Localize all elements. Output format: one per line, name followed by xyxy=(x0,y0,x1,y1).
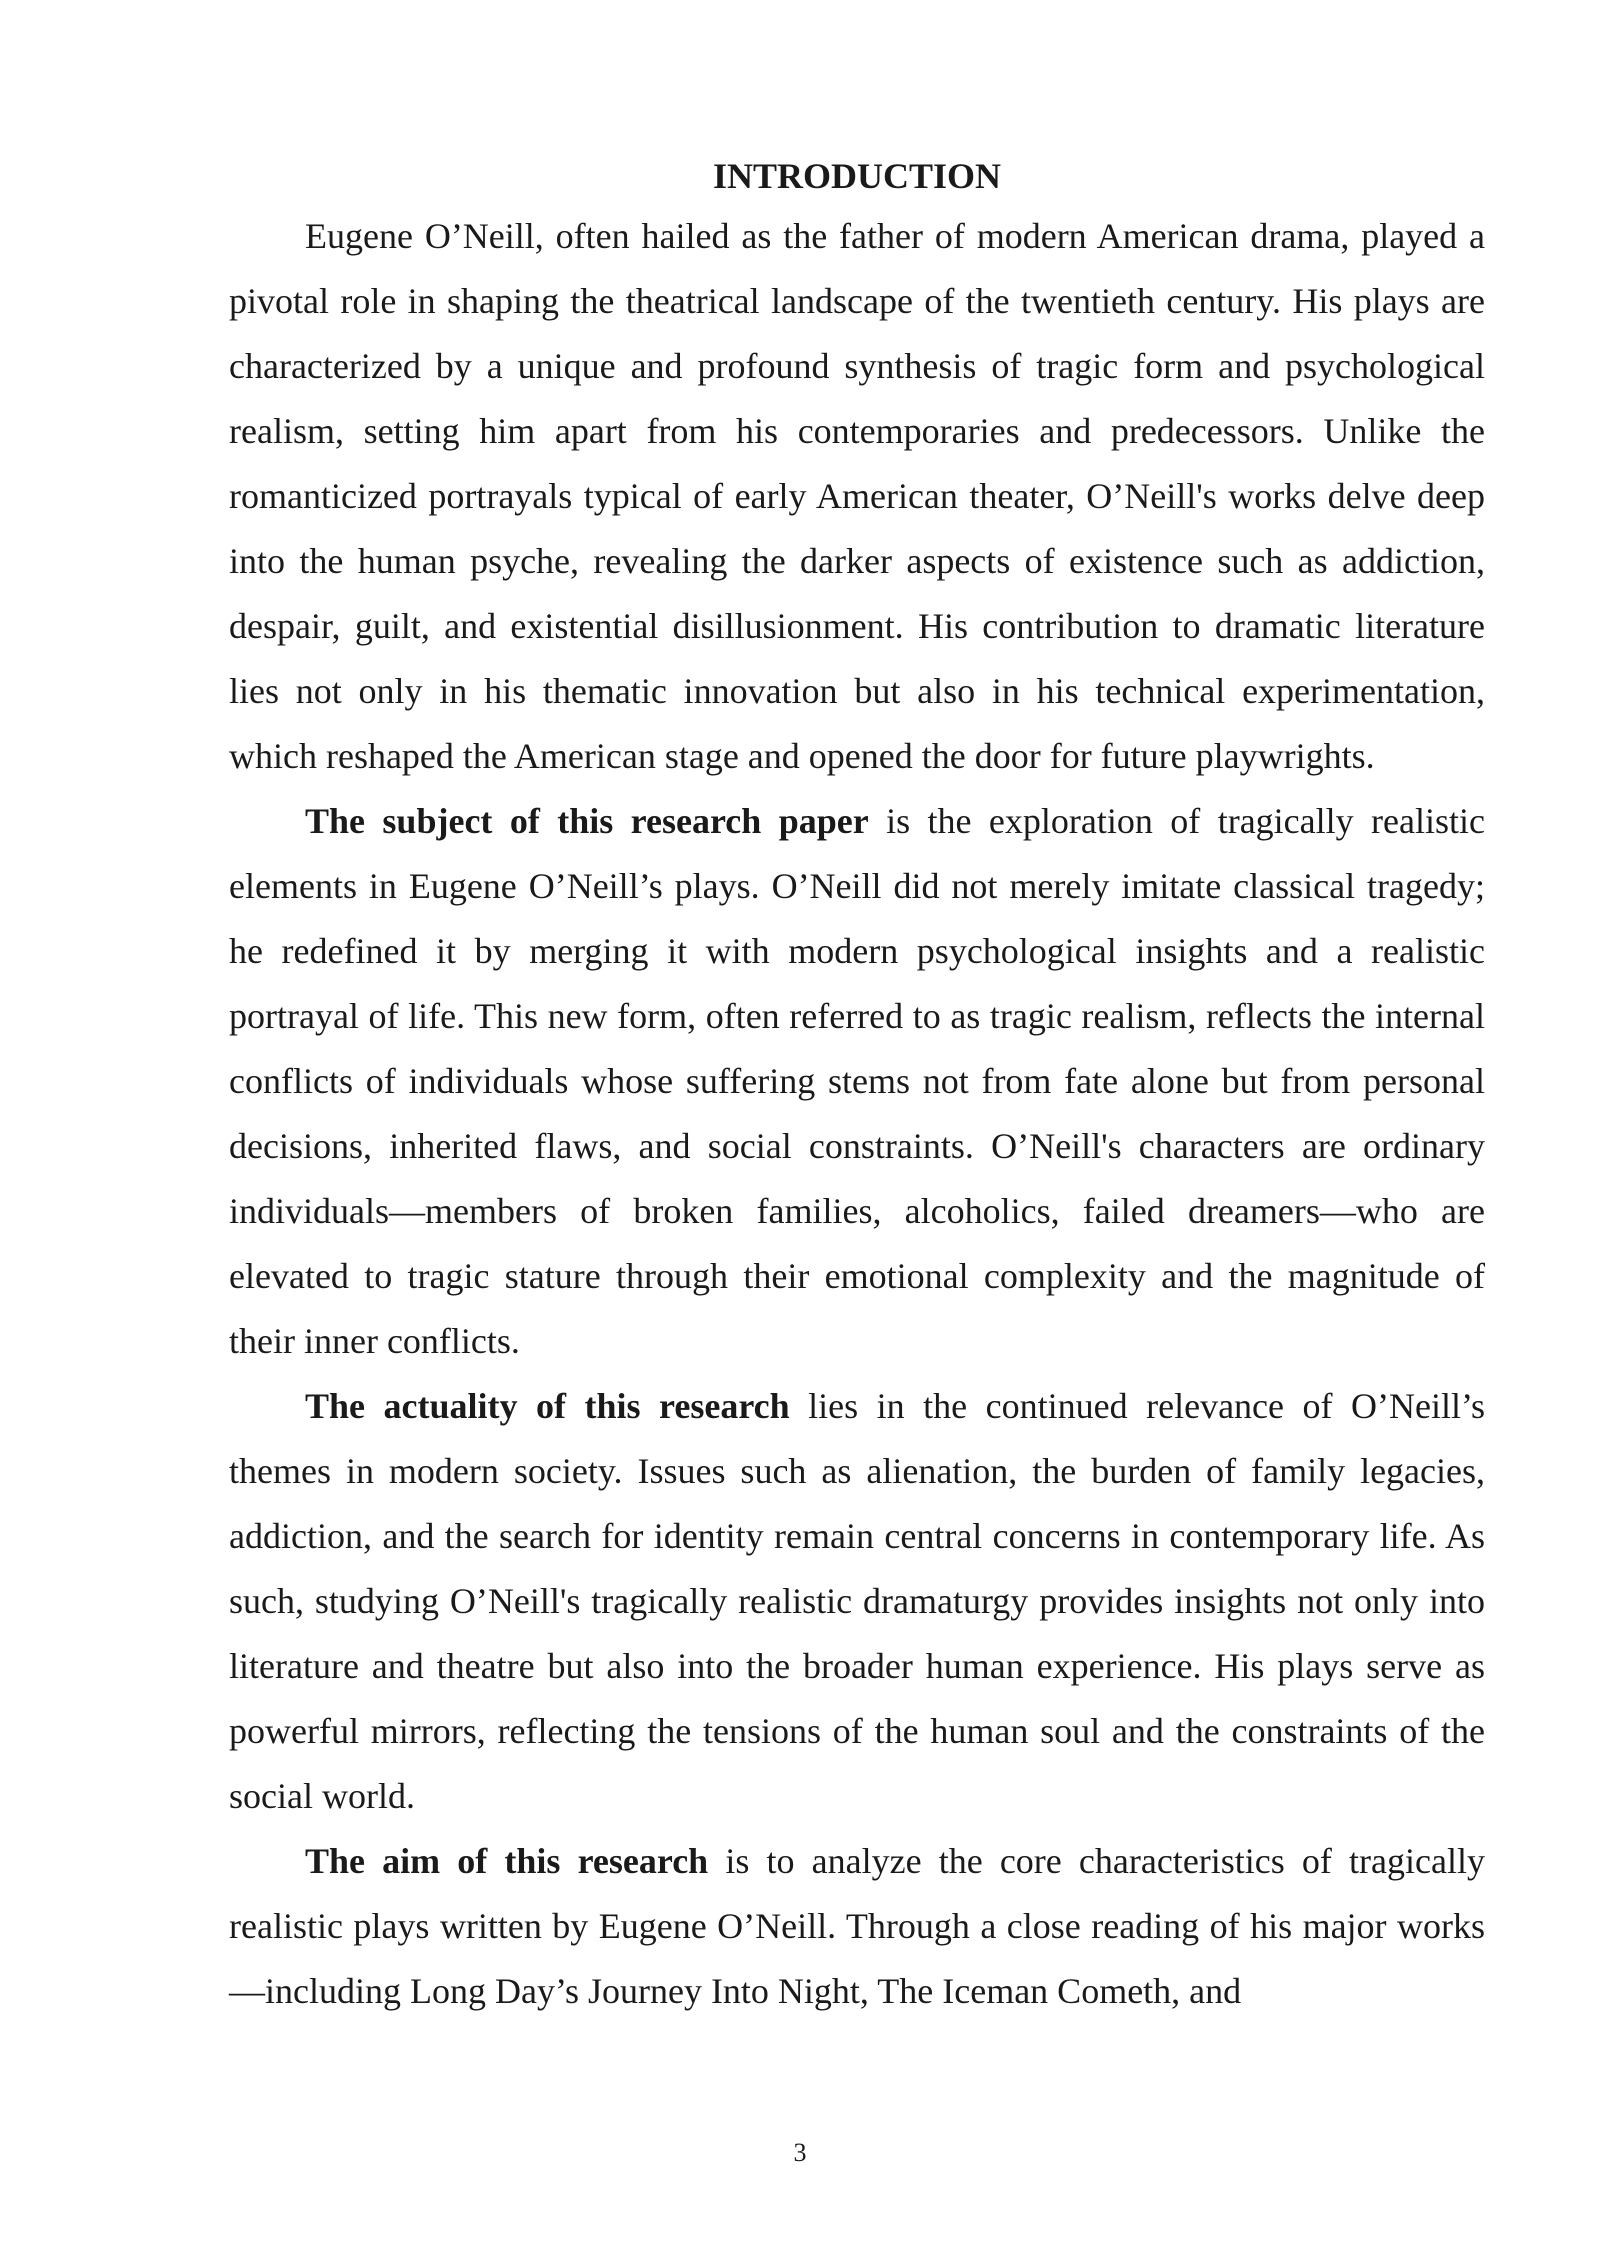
paragraph-actuality xyxy=(229,1374,1485,1829)
page-number: 3 xyxy=(793,2138,807,2167)
paragraph-lead-subject: The subject of this research paper xyxy=(305,801,869,841)
paragraph-text: Eugene O’Neill, often hailed as the father of modern American drama, played a pivotal role in shaping the theatrical landscape of the twentieth century. His plays are characterized by a unique and profound synthesis of tragic form and psychological realism, setting him apart from his contemporaries and predecessors. Unlike the romanticized portrayals typical of early American theater, O’Neill's works delve deep into the human psyche, revealing the darker aspects of existence such as addiction, despair, guilt, and existential disillusionment. His contribution to dramatic literature lies not only in his thematic innovation but also in his technical experimentation, which reshaped the American stage and opened the door for future playwrights. xyxy=(229,216,1485,776)
paragraph-aim xyxy=(229,1829,1485,2024)
paragraph-lead-aim: The aim of this research xyxy=(305,1841,709,1881)
document-body xyxy=(229,148,1485,2024)
paragraph-text: lies in the continued relevance of O’Neill’s themes in modern society. Issues such as alienation, the burden of family legacies, addiction, and the search for identity remain central concerns in contemporary life. As such, studying O’Neill's tragically realistic dramaturgy provides insights not only into literature and theatre but also into the broader human experience. His plays serve as powerful mirrors, reflecting the tensions of the human soul and the constraints of the social world. xyxy=(229,1386,1485,1816)
paragraph-subject xyxy=(229,789,1485,1374)
page-title: INTRODUCTION xyxy=(712,156,1002,196)
paragraph-text: is to analyze the core characteristics of tragically realistic plays written by Eugene O’Neill. Through a close reading of his major works—including Long Day’s Journey Into Night, The Iceman Cometh, and xyxy=(229,1841,1485,2011)
paragraph-text: is the exploration of tragically realistic elements in Eugene O’Neill’s plays. O’Neill did not merely imitate classical tragedy; he redefined it by merging it with modern psychological insights and a realistic portrayal of life. This new form, often referred to as tragic realism, reflects the internal conflicts of individuals whose suffering stems not from fate alone but from personal decisions, inherited flaws, and social constraints. O’Neill's characters are ordinary individuals—members of broken families, alcoholics, failed dreamers—who are elevated to tragic stature through their emotional complexity and the magnitude of their inner conflicts. xyxy=(229,801,1485,1361)
paragraph-intro xyxy=(229,204,1485,789)
paragraph-lead-actuality: The actuality of this research xyxy=(305,1386,790,1426)
